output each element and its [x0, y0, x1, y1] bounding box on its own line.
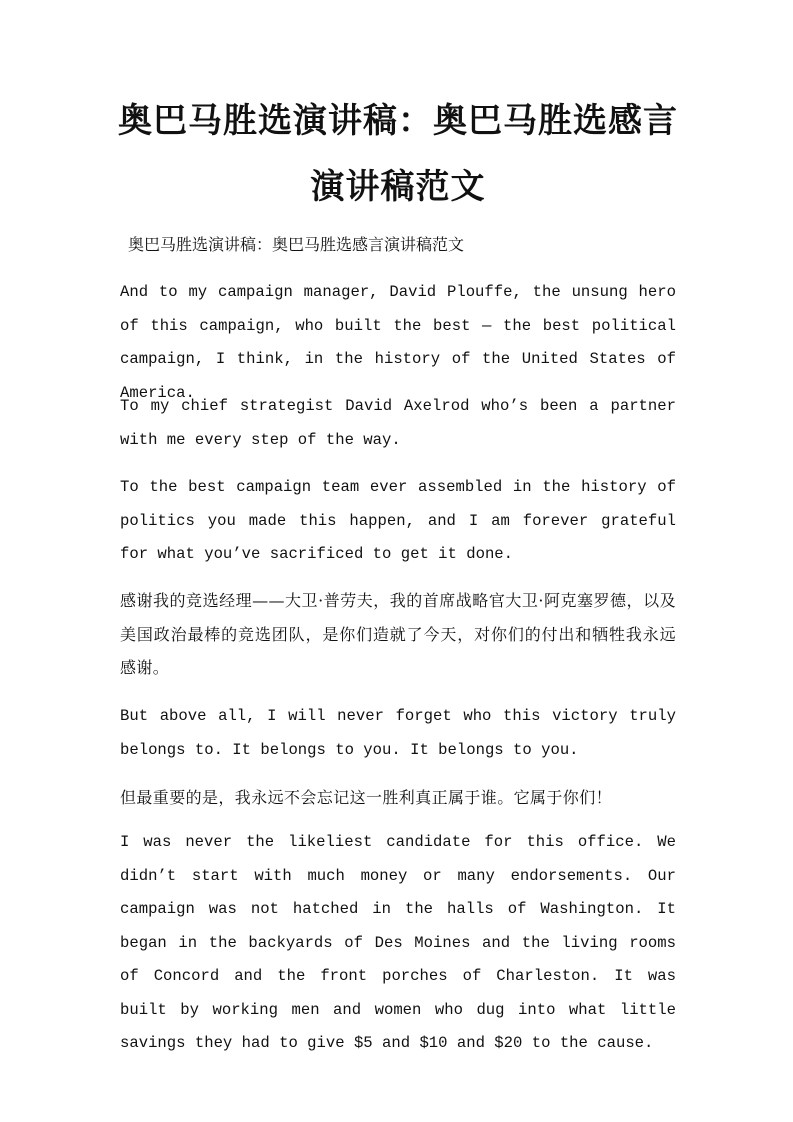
document-subtitle: 奥巴马胜选演讲稿：奥巴马胜选感言演讲稿范文: [128, 235, 465, 254]
paragraph-thanks-chinese: 感谢我的竞选经理——大卫·普劳夫，我的首席战略官大卫·阿克塞罗德，以及美国政治最棒的竞选团队，是你们造就了今天，对你们的付出和牺牲我永远感谢。: [120, 591, 676, 677]
paragraph-campaign-team: To the best campaign team ever assembled in the history of politics you made this happen, and I am forever grateful for what you’ve sacrificed to get it done.: [120, 478, 676, 563]
paragraph-likeliest-candidate: I was never the likeliest candidate for this office. We didn’t start with much money or many endorsements. Our campaign was not hatched in the halls of Washington. It began in the backyards of Des Moines and the living rooms of Concord and the front porches of Charleston. It was built by working men and women who dug into what little savings they had to give $5 and $10 and $20 to the cause.: [120, 833, 676, 1052]
paragraph-campaign-manager: And to my campaign manager, David Plouffe, the unsung hero of this campaign, who built the best — the best political campaign, I think, in the history of the United States of America.: [120, 283, 676, 402]
document-title: 奥巴马胜选演讲稿：奥巴马胜选感言演讲稿范文: [118, 101, 678, 207]
paragraph-victory-belongs: But above all, I will never forget who this victory truly belongs to. It belongs to you. It belongs to you.: [120, 707, 676, 759]
paragraph-chief-strategist: To my chief strategist David Axelrod who’s been a partner with me every step of the way.: [120, 397, 676, 449]
paragraph-victory-chinese: 但最重要的是，我永远不会忘记这一胜利真正属于谁。它属于你们！: [120, 788, 613, 807]
